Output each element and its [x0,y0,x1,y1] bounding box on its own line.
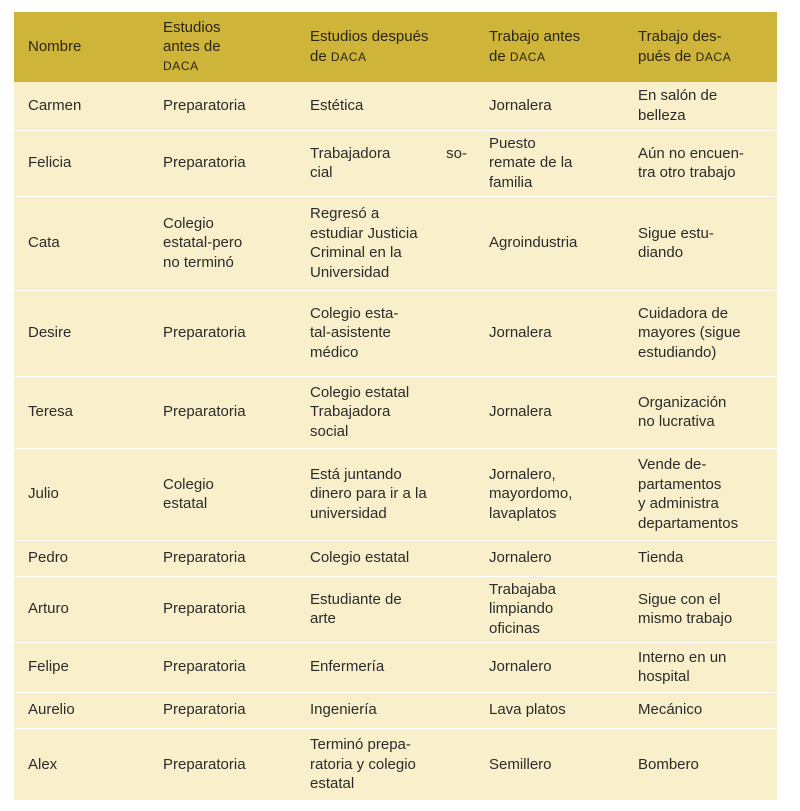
cell-nombre: Teresa [14,376,149,448]
cell-trabajo-antes: Jornalero [475,642,624,692]
cell-nombre: Alex [14,728,149,800]
cell-trabajo-despues: Sigue con el mismo trabajo [624,576,777,642]
cell-trabajo-despues: En salón de belleza [638,87,718,124]
table-container [14,12,777,800]
cell-trabajo-antes: Jornalero [475,540,624,576]
cell-nombre: Pedro [14,540,149,576]
cell-trabajo-despues: Tienda [624,540,777,576]
table-row [14,448,777,540]
cell-nombre: Carmen [28,97,82,114]
cell-trabajo-despues: Mecánico [624,692,777,728]
cell-estudios-despues: Regresó a estudiar Justicia Criminal en la Universidad [296,196,475,290]
cell-nombre: Felipe [14,642,149,692]
cell-estudios-antes: Preparatoria [163,97,246,114]
cell-estudios-antes: Colegio estatal [149,448,296,540]
cell-estudios-antes: Preparatoria [149,540,296,576]
cell-trabajo-despues: Vende de- partamentos y administra departamentos [624,448,777,540]
cell-nombre: Felicia [14,130,149,196]
cell-estudios-antes: Colegio estatal-pero no terminó [149,196,296,290]
header-trabajo-antes: Trabajo antes de DACA [489,28,581,65]
table-row [14,290,777,376]
cell-nombre: Julio [14,448,149,540]
header-estudios-antes: Estudios antes de DACA [163,18,221,73]
cell-estudios-despues: Trabajadora so- cial [296,130,475,196]
cell-estudios-antes: Preparatoria [149,130,296,196]
cell-estudios-despues: Está juntando dinero para ir a la universidad [296,448,475,540]
cell-trabajo-antes: Jornalera [489,97,552,114]
header-row [14,12,777,82]
cell-trabajo-antes: Jornalera [475,290,624,376]
table-row [14,82,777,130]
cell-nombre: Desire [14,290,149,376]
cell-estudios-despues: Terminó prepa- ratoria y colegio estatal [296,728,475,800]
cell-estudios-despues: Colegio estatal Trabajadora social [296,376,475,448]
cell-estudios-despues: Enfermería [296,642,475,692]
table-row [14,376,777,448]
table-row [14,692,777,728]
table-row [14,196,777,290]
cell-trabajo-antes: Agroindustria [475,196,624,290]
header-trabajo-despues: Trabajo des- pués de DACA [638,28,732,65]
cell-estudios-despues: Colegio estatal [296,540,475,576]
cell-trabajo-antes: Trabajaba limpiando oficinas [475,576,624,642]
table-row [14,130,777,196]
header-estudios-despues: Estudios después de DACA [310,28,429,65]
cell-trabajo-antes: Jornalero, mayordomo, lavaplatos [475,448,624,540]
cell-estudios-despues: Colegio esta- tal-asistente médico [296,290,475,376]
table-row [14,642,777,692]
cell-estudios-antes: Preparatoria [149,642,296,692]
cell-trabajo-antes: Jornalera [475,376,624,448]
table-row [14,728,777,800]
cell-trabajo-despues: Interno en un hospital [624,642,777,692]
cell-estudios-antes: Preparatoria [149,728,296,800]
cell-estudios-despues: Estudiante de arte [296,576,475,642]
cell-estudios-despues: Estética [310,97,364,114]
cell-trabajo-antes: Puesto remate de la familia [475,130,624,196]
cell-nombre: Aurelio [14,692,149,728]
table-row [14,540,777,576]
cell-trabajo-despues: Bombero [624,728,777,800]
cell-trabajo-despues: Organización no lucrativa [624,376,777,448]
cell-nombre: Arturo [14,576,149,642]
cell-estudios-antes: Preparatoria [149,376,296,448]
cell-estudios-despues: Ingeniería [296,692,475,728]
cell-trabajo-antes: Lava platos [475,692,624,728]
cell-estudios-antes: Preparatoria [149,576,296,642]
cell-estudios-antes: Preparatoria [149,692,296,728]
cell-nombre: Cata [14,196,149,290]
cell-trabajo-despues: Aún no encuen- tra otro trabajo [624,130,777,196]
cell-trabajo-despues: Cuidadora de mayores (sigue estudiando) [624,290,777,376]
cell-trabajo-despues: Sigue estu- diando [624,196,777,290]
cell-estudios-antes: Preparatoria [149,290,296,376]
table-row [14,576,777,642]
header-nombre: Nombre [28,38,82,56]
cell-trabajo-antes: Semillero [475,728,624,800]
daca-table [14,12,777,800]
